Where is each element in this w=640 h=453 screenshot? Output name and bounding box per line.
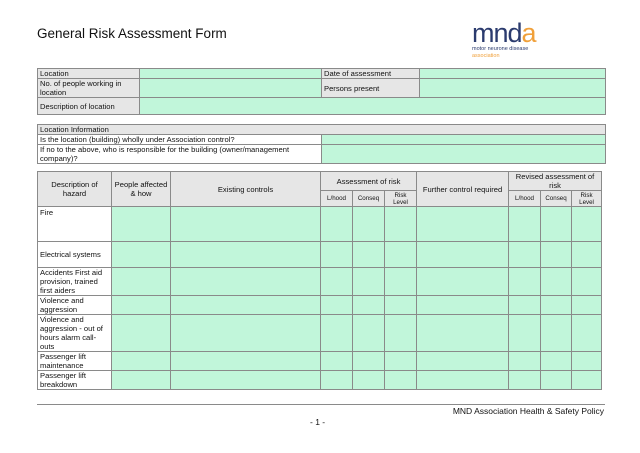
- hazard-label: Fire: [38, 207, 112, 242]
- logo-word-accent: a: [521, 18, 536, 48]
- revised-lhood-cell[interactable]: [509, 268, 541, 296]
- further-cell[interactable]: [417, 315, 509, 352]
- revised-risk-level-cell[interactable]: [572, 315, 602, 352]
- risk-level-cell[interactable]: [385, 296, 417, 315]
- conseq-cell[interactable]: [353, 207, 385, 242]
- people-cell[interactable]: [112, 371, 171, 390]
- description-label: Description of location: [38, 98, 140, 115]
- responsible-answer-field[interactable]: [322, 145, 606, 164]
- people-cell[interactable]: [112, 296, 171, 315]
- risk-level-cell[interactable]: [385, 371, 417, 390]
- date-field[interactable]: [420, 69, 606, 79]
- revised-lhood-cell[interactable]: [509, 242, 541, 268]
- revised-risk-level-cell[interactable]: [572, 296, 602, 315]
- col-revised-lhood: L/hood: [509, 191, 541, 207]
- revised-risk-level-cell[interactable]: [572, 268, 602, 296]
- risk-level-cell[interactable]: [385, 207, 417, 242]
- controls-cell[interactable]: [171, 296, 321, 315]
- persons-present-label: Persons present: [322, 79, 420, 98]
- hazard-label: Electrical systems: [38, 242, 112, 268]
- lhood-cell[interactable]: [321, 207, 353, 242]
- table-row: [38, 315, 602, 352]
- people-cell[interactable]: [112, 315, 171, 352]
- further-cell[interactable]: [417, 268, 509, 296]
- table-row: [38, 352, 602, 371]
- people-cell[interactable]: [112, 242, 171, 268]
- revised-conseq-cell[interactable]: [541, 242, 572, 268]
- col-assessment: Assessment of risk: [321, 172, 417, 191]
- location-label: Location: [38, 69, 140, 79]
- page-number: - 1 -: [310, 417, 326, 427]
- logo-line-1: motor neurone disease: [472, 46, 529, 52]
- risk-level-cell[interactable]: [385, 315, 417, 352]
- hazard-label: Violence and aggression: [38, 296, 112, 315]
- controls-cell[interactable]: [171, 371, 321, 390]
- revised-conseq-cell[interactable]: [541, 207, 572, 242]
- people-label: No. of people working in location: [38, 79, 140, 98]
- hazard-label: Violence and aggression - out of hours alarm call-outs: [38, 315, 112, 352]
- further-cell[interactable]: [417, 296, 509, 315]
- location-info-header: Location Information: [38, 125, 606, 135]
- further-cell[interactable]: [417, 242, 509, 268]
- control-question: Is the location (building) wholly under Association control?: [38, 135, 322, 145]
- hazard-label: Passenger lift maintenance: [38, 352, 112, 371]
- further-cell[interactable]: [417, 371, 509, 390]
- hazard-label: Passenger lift breakdown: [38, 371, 112, 390]
- lhood-cell[interactable]: [321, 242, 353, 268]
- table-row: [38, 296, 602, 315]
- conseq-cell[interactable]: [353, 352, 385, 371]
- responsible-question: If no to the above, who is responsible for the building (owner/management company)?: [38, 145, 322, 164]
- revised-conseq-cell[interactable]: [541, 268, 572, 296]
- conseq-cell[interactable]: [353, 268, 385, 296]
- people-field[interactable]: [140, 79, 322, 98]
- revised-lhood-cell[interactable]: [509, 296, 541, 315]
- revised-lhood-cell[interactable]: [509, 207, 541, 242]
- footer-policy: MND Association Health & Safety Policy: [452, 406, 604, 416]
- lhood-cell[interactable]: [321, 371, 353, 390]
- revised-risk-level-cell[interactable]: [572, 207, 602, 242]
- revised-risk-level-cell[interactable]: [572, 352, 602, 371]
- col-people: People affected & how: [112, 172, 171, 207]
- conseq-cell[interactable]: [353, 242, 385, 268]
- date-label: Date of assessment: [322, 69, 420, 79]
- logo-word: mnd: [472, 18, 522, 48]
- controls-cell[interactable]: [171, 207, 321, 242]
- footer-divider: [37, 404, 605, 405]
- control-answer-field[interactable]: [322, 135, 606, 145]
- risk-level-cell[interactable]: [385, 352, 417, 371]
- col-description: Description of hazard: [38, 172, 112, 207]
- risk-table: [37, 171, 602, 390]
- further-cell[interactable]: [417, 207, 509, 242]
- revised-lhood-cell[interactable]: [509, 352, 541, 371]
- location-table: [37, 68, 606, 115]
- people-cell[interactable]: [112, 207, 171, 242]
- lhood-cell[interactable]: [321, 352, 353, 371]
- location-info-table: [37, 124, 606, 164]
- conseq-cell[interactable]: [353, 371, 385, 390]
- controls-cell[interactable]: [171, 352, 321, 371]
- logo-line-2: association: [472, 53, 500, 59]
- revised-risk-level-cell[interactable]: [572, 371, 602, 390]
- controls-cell[interactable]: [171, 268, 321, 296]
- revised-conseq-cell[interactable]: [541, 352, 572, 371]
- lhood-cell[interactable]: [321, 268, 353, 296]
- description-field[interactable]: [140, 98, 606, 115]
- hazard-label: Accidents First aid provision, trained first aiders: [38, 268, 112, 296]
- further-cell[interactable]: [417, 352, 509, 371]
- table-row: [38, 268, 602, 296]
- col-further: Further control required: [417, 172, 509, 207]
- col-revised: Revised assessment of risk: [509, 172, 602, 191]
- revised-conseq-cell[interactable]: [541, 315, 572, 352]
- revised-lhood-cell[interactable]: [509, 371, 541, 390]
- controls-cell[interactable]: [171, 315, 321, 352]
- col-revised-risk-level: Risk Level: [572, 191, 602, 207]
- table-row: [38, 371, 602, 390]
- col-revised-conseq: Conseq: [541, 191, 572, 207]
- mnda-logo: [472, 20, 572, 68]
- table-row: [38, 207, 602, 242]
- people-cell[interactable]: [112, 352, 171, 371]
- controls-cell[interactable]: [171, 242, 321, 268]
- conseq-cell[interactable]: [353, 296, 385, 315]
- col-conseq: Conseq: [353, 191, 385, 207]
- revised-risk-level-cell[interactable]: [572, 242, 602, 268]
- page-title: General Risk Assessment Form: [37, 26, 227, 41]
- revised-conseq-cell[interactable]: [541, 371, 572, 390]
- lhood-cell[interactable]: [321, 315, 353, 352]
- risk-level-cell[interactable]: [385, 242, 417, 268]
- lhood-cell[interactable]: [321, 296, 353, 315]
- risk-level-cell[interactable]: [385, 268, 417, 296]
- col-lhood: L/hood: [321, 191, 353, 207]
- revised-lhood-cell[interactable]: [509, 315, 541, 352]
- table-row: [38, 242, 602, 268]
- revised-conseq-cell[interactable]: [541, 296, 572, 315]
- location-field[interactable]: [140, 69, 322, 79]
- col-risk-level: Risk Level: [385, 191, 417, 207]
- conseq-cell[interactable]: [353, 315, 385, 352]
- col-controls: Existing controls: [171, 172, 321, 207]
- persons-present-field[interactable]: [420, 79, 606, 98]
- people-cell[interactable]: [112, 268, 171, 296]
